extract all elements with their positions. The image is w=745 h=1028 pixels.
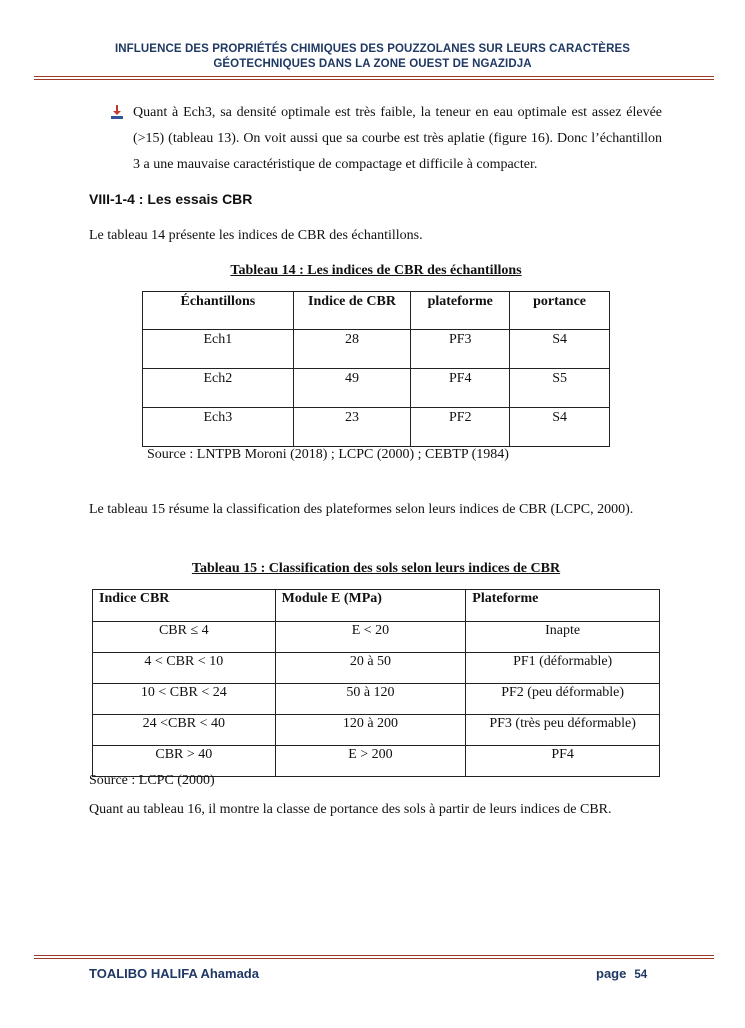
bullet-paragraph: Quant à Ech3, sa densité optimale est très faible, la teneur en eau optimale est assez élevée (>15) (tableau 13). On voit aussi que sa courbe est très aplatie (figure 16). Donc l’échantillon 3 a une mauvaise caractéristique de compactage et difficile à compacter. — [133, 105, 662, 172]
table-14-caption: Tableau 14 : Les indices de CBR des échantillons — [230, 263, 522, 278]
table-cell: S4 — [510, 330, 610, 369]
col-header-indice-cbr: Indice CBR — [93, 590, 276, 622]
footer-rule-bottom — [34, 958, 714, 959]
table-cell: 23 — [293, 408, 411, 447]
table-cell: Ech1 — [143, 330, 294, 369]
table-cell: CBR > 40 — [93, 746, 276, 777]
table-cell: 50 à 120 — [275, 684, 466, 715]
col-header-plateforme: Plateforme — [466, 590, 660, 622]
table-cell: E > 200 — [275, 746, 466, 777]
header-rule-top — [34, 76, 714, 77]
table-cell: PF2 (peu déformable) — [466, 684, 660, 715]
table-cell: 49 — [293, 369, 411, 408]
table-row — [93, 715, 660, 746]
table-row — [93, 684, 660, 715]
table-row — [143, 330, 610, 369]
table-cell: PF2 — [411, 408, 510, 447]
header-line-2: GÉOTECHNIQUES DANS LA ZONE OUEST DE NGAZIDJA — [213, 58, 532, 70]
col-header-indice-cbr: Indice de CBR — [293, 292, 411, 330]
table-15-source: Source : LCPC (2000) — [89, 773, 215, 788]
table-cell: 24 <CBR < 40 — [93, 715, 276, 746]
table-row — [93, 622, 660, 653]
header-line-1: INFLUENCE DES PROPRIÉTÉS CHIMIQUES DES POUZZOLANES SUR LEURS CARACTÈRES — [114, 43, 631, 55]
footer-rule-top — [34, 955, 714, 956]
page-header — [60, 42, 685, 72]
section-title: VIII-1-4 : Les essais CBR — [89, 191, 253, 207]
table-cell: 120 à 200 — [275, 715, 466, 746]
table-cell: CBR ≤ 4 — [93, 622, 276, 653]
table-15-caption: Tableau 15 : Classification des sols selon leurs indices de CBR — [191, 561, 561, 576]
arrow-bullet-icon — [110, 104, 124, 120]
table-header-row — [143, 292, 610, 330]
header-rule-bottom — [34, 79, 714, 80]
table-15 — [92, 589, 660, 777]
table-cell: PF3 — [411, 330, 510, 369]
table-cell: PF4 — [411, 369, 510, 408]
table-cell: E < 20 — [275, 622, 466, 653]
intro-table-15: Le tableau 15 résume la classification des plateformes selon leurs indices de CBR (LCPC, 2000). — [89, 502, 634, 517]
col-header-module-e: Module E (MPa) — [275, 590, 466, 622]
table-cell: S4 — [510, 408, 610, 447]
table-cell: S5 — [510, 369, 610, 408]
footer-page — [596, 966, 647, 981]
table-cell: Inapte — [466, 622, 660, 653]
col-header-echantillons: Échantillons — [143, 292, 294, 330]
table-cell: 4 < CBR < 10 — [93, 653, 276, 684]
footer-author: TOALIBO HALIFA Ahamada — [89, 966, 259, 981]
outro-paragraph: Quant au tableau 16, il montre la classe de portance des sols à partir de leurs indices de CBR. — [89, 802, 612, 817]
col-header-portance: portance — [510, 292, 610, 330]
table-cell: PF1 (déformable) — [466, 653, 660, 684]
table-cell: PF4 — [466, 746, 660, 777]
table-cell: 28 — [293, 330, 411, 369]
col-header-plateforme: plateforme — [411, 292, 510, 330]
table-14-source: Source : LNTPB Moroni (2018) ; LCPC (2000) ; CEBTP (1984) — [147, 447, 509, 462]
table-header-row — [93, 590, 660, 622]
table-row — [93, 746, 660, 777]
table-row — [93, 653, 660, 684]
table-14 — [142, 291, 610, 447]
page-number: 54 — [634, 969, 648, 981]
table-cell: 20 à 50 — [275, 653, 466, 684]
table-cell: PF3 (très peu déformable) — [466, 715, 660, 746]
table-cell: 10 < CBR < 24 — [93, 684, 276, 715]
table-row — [143, 369, 610, 408]
table-cell: Ech2 — [143, 369, 294, 408]
table-cell: Ech3 — [143, 408, 294, 447]
intro-table-14: Le tableau 14 présente les indices de CBR des échantillons. — [89, 228, 423, 243]
table-row — [143, 408, 610, 447]
page-label: page — [596, 966, 627, 981]
